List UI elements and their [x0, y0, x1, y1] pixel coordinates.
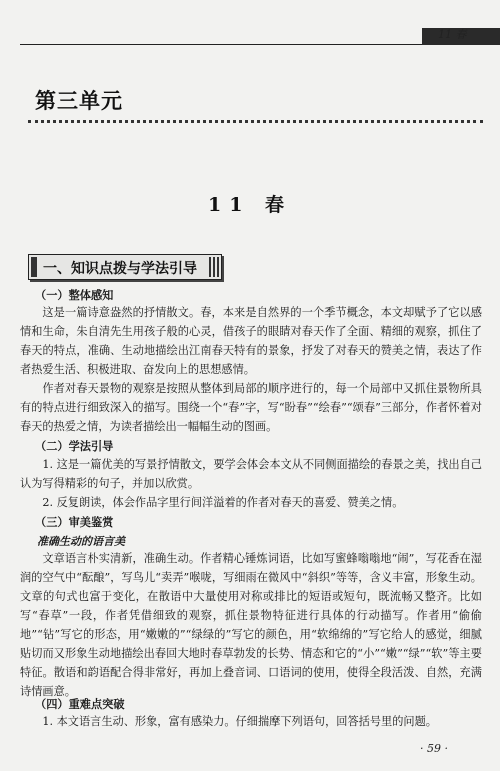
paragraph: 1. 本文语言生动、形象，富有感染力。仔细揣摩下列语句，回答括号里的问题。 [42, 715, 437, 728]
heading-overall-perception: （一）整体感知 [35, 289, 114, 302]
section-1-body [20, 303, 482, 436]
paragraph: 作者对春天景物的观察是按照从整体到局部的顺序进行的，每一个局部中又抓住景物所具有的特点进行细致深入的描写。围绕一个“春”字，写“盼春”“绘春”“颂春”三部分，作者怀着对春天的热爱之情，为读者描绘出一幅幅生动的图画。 [20, 382, 482, 433]
section-title: 一、知识点拨与学法引导 [43, 261, 197, 277]
subheading-language-beauty: 准确生动的语言美 [37, 535, 125, 548]
section-4-body [20, 712, 482, 731]
unit-title: 第三单元 [35, 89, 123, 113]
heading-aesthetic-appreciation: （三）审美鉴赏 [35, 516, 114, 529]
paragraph: 文章语言朴实清新，准确生动。作者精心锤炼词语，比如写蜜蜂嗡嗡地“闹”，写花香在湿润的空气中“酝酿”，写鸟儿“卖弄”喉咙，写细雨在微风中“斜织”等等，含义丰富，形象生动。文章的句式也富于变化，在散语中大量使用对称或排比的短语或短句，既流畅又整齐。比如写“春草”一段，作者凭借细致的观察，抓住景物特征进行具体的行动描写。作者用“偷偷地”“钻”写它的形态，用“嫩嫩的”“绿绿的”写它的颜色，用“软绵绵的”写它给人的感觉，细腻贴切而又形象生动地描绘出春回大地时春草勃发的长势、情态和它的“小”“嫩”“绿”“软”等主要特征。散语和韵语配合得非常好，再加上叠音词、口语词的使用，使得全段活泼、自然，充满诗情画意。 [20, 552, 482, 698]
heading-study-method: （二）学法引导 [35, 440, 114, 453]
lesson-title: 11 春 [207, 194, 293, 216]
banner-accent-bar [31, 257, 37, 277]
running-title: 11 春 [438, 28, 467, 41]
section-3-body [20, 549, 482, 701]
running-header-bar [0, 0, 500, 45]
heading-key-difficulties: （四）重难点突破 [35, 698, 125, 711]
section-2-body [20, 455, 482, 512]
page-number: · 59 · [420, 742, 448, 755]
section-banner [28, 254, 222, 280]
paragraph: 2. 反复朗读，体会作品字里行间洋溢着的作者对春天的喜爱、赞美之情。 [42, 496, 404, 509]
dotted-divider [28, 120, 483, 123]
banner-stripe [209, 257, 219, 277]
paragraph: 这是一篇诗意盎然的抒情散文。春，本来是自然界的一个季节概念，本文却赋予了它以感情和生命，朱自清先生用孩子般的心灵，借孩子的眼睛对春天作了全面、精细的观察，抓住了春天的特点，准确、生动地描绘出江南春天特有的景象，抒发了对春天的赞美之情，表达了作者热爱生活、积极进取、奋发向上的思想感情。 [20, 306, 482, 376]
paragraph: 1. 这是一篇优美的写景抒情散文，要学会体会本文从不同侧面描绘的春景之美，找出自己认为写得精彩的句子，并加以欣赏。 [20, 458, 482, 490]
